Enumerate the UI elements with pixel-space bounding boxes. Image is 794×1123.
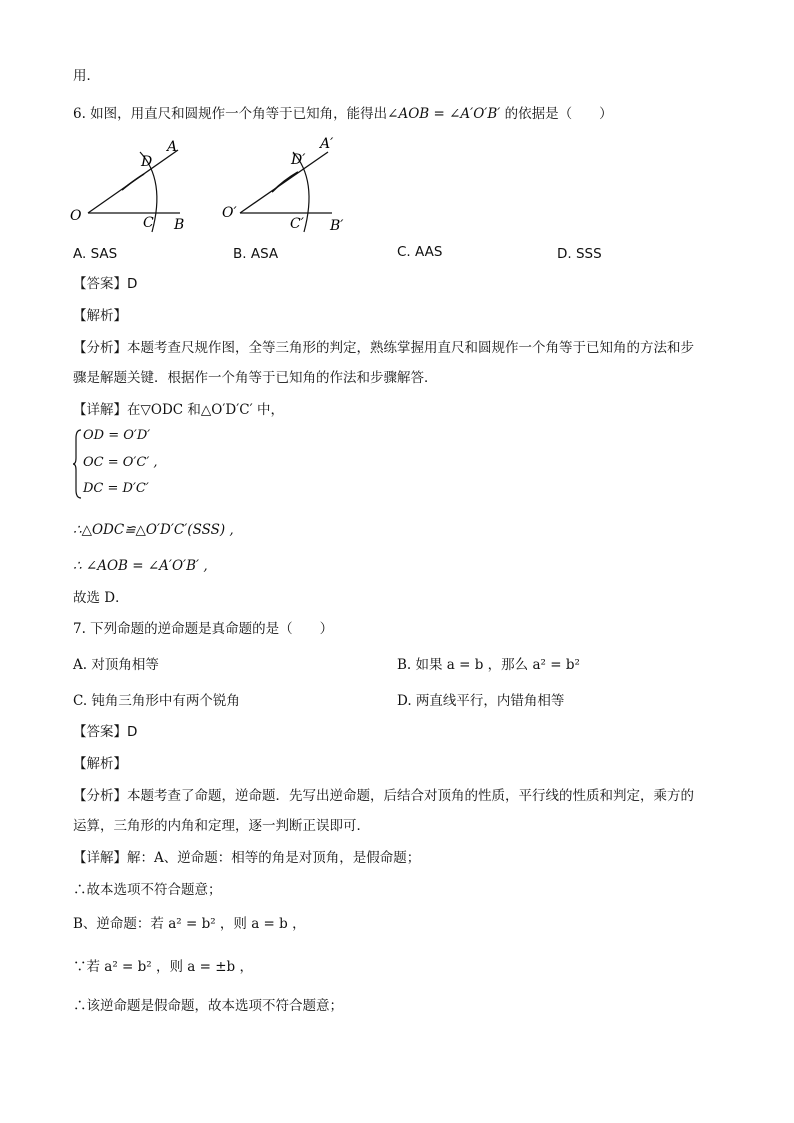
q7-xiangjie <box>73 848 420 868</box>
figure-angle-aob <box>70 139 184 233</box>
q6-fenxi-tag: 【分析】 <box>73 340 127 356</box>
q6-stem-prefix: 6. 如图，用直尺和圆规作一个角等于已知角，能得出 <box>73 106 388 122</box>
top-fragment: 用． <box>73 68 100 84</box>
fig1-label-B: B <box>174 217 185 233</box>
q6-final: 故选 D． <box>73 590 129 606</box>
q6-xiangjie-tag: 【详解】 <box>73 402 127 418</box>
system-eq-3: DC = D′C′ <box>83 481 149 496</box>
q6-fenxi <box>73 338 694 358</box>
q6-stem-math: ∠AOB = ∠A′O′B′ <box>387 106 501 122</box>
q6-equation-system <box>73 428 243 500</box>
q7-fenxi-line2: 运算，三角形的内角和定理，逐一判断正误即可． <box>73 818 370 834</box>
q6-option-a: A. SAS <box>73 246 118 262</box>
q6-fenxi-line1: 本题考查尺规作图，全等三角形的判定，熟练掌握用直尺和圆规作一个角等于已知角的方法和步 <box>127 340 694 356</box>
q7-line-b2: ∵若 a² = b² ，则 a = ±b ， <box>73 959 253 975</box>
q7-option-d: D. 两直线平行，内错角相等 <box>397 693 565 709</box>
q6-stem <box>73 104 613 124</box>
q6-fenxi-line2: 骤是解题关键．根据作一个角等于已知角的作法和步骤解答． <box>73 370 438 386</box>
fig2-label-B: B′ <box>330 218 344 234</box>
q6-option-d: D. SSS <box>557 246 602 262</box>
q7-fenxi-tag: 【分析】 <box>73 788 127 804</box>
q7-line-b1: B、逆命题：若 a² = b² ，则 a = b ， <box>73 916 306 932</box>
q7-stem: 7. 下列命题的逆命题是真命题的是（ ） <box>73 621 334 637</box>
q7-option-a: A. 对顶角相等 <box>73 657 159 673</box>
fig1-label-D: D <box>141 154 153 170</box>
q6-analysis-tag: 【解析】 <box>73 308 127 324</box>
q7-xiangjie-text: 解：A、逆命题：相等的角是对顶角，是假命题； <box>127 850 421 866</box>
fig2-label-A: A′ <box>320 136 334 152</box>
q6-xiangjie-text: 在▽ODC 和△O′D′C′ 中， <box>127 402 284 418</box>
q7-option-b: B. 如果 a = b ，那么 a² = b² <box>397 657 580 673</box>
q6-stem-suffix: 的依据是（ ） <box>500 106 613 122</box>
left-brace <box>73 428 83 500</box>
q7-xiangjie-tag: 【详解】 <box>73 850 127 866</box>
fig2-label-C: C′ <box>290 216 304 232</box>
q6-figures <box>0 132 794 242</box>
fig1-label-C: C <box>143 215 154 231</box>
q7-fenxi-line1: 本题考查了命题，逆命题．先写出逆命题，后结合对顶角的性质，平行线的性质和判定，乘方的 <box>127 788 694 804</box>
fig2-label-D: D′ <box>291 152 306 168</box>
figure-angle-a1o1b1 <box>222 136 344 234</box>
q7-answer <box>73 722 137 742</box>
fig2-label-O: O′ <box>222 205 237 221</box>
q7-answer-tag: 【答案】 <box>73 724 127 740</box>
fig1-label-A: A <box>167 139 178 155</box>
q7-analysis-tag: 【解析】 <box>73 756 127 772</box>
q6-xiangjie <box>73 400 284 420</box>
system-eq-2: OC = O′C′ , <box>83 455 158 470</box>
q6-conclusion-1: ∴△ODC≌△O′D′C′(SSS) , <box>73 522 234 538</box>
q7-answer-value: D <box>127 724 138 740</box>
q7-option-c: C. 钝角三角形中有两个锐角 <box>73 693 240 709</box>
q6-option-b: B. ASA <box>233 246 279 262</box>
q7-fenxi <box>73 786 694 806</box>
fig1-label-O: O <box>70 208 82 224</box>
q6-answer-tag: 【答案】 <box>73 276 127 292</box>
q6-answer <box>73 274 137 294</box>
q7-line-a2: ∴故本选项不符合题意； <box>73 882 222 898</box>
q6-conclusion-2: ∴ ∠AOB = ∠A′O′B′ , <box>73 558 208 574</box>
q6-answer-value: D <box>127 276 138 292</box>
q7-line-b3: ∴该逆命题是假命题，故本选项不符合题意； <box>73 998 343 1014</box>
q6-option-c: C. AAS <box>397 244 443 260</box>
system-eq-1: OD = O′D′ <box>83 428 151 443</box>
